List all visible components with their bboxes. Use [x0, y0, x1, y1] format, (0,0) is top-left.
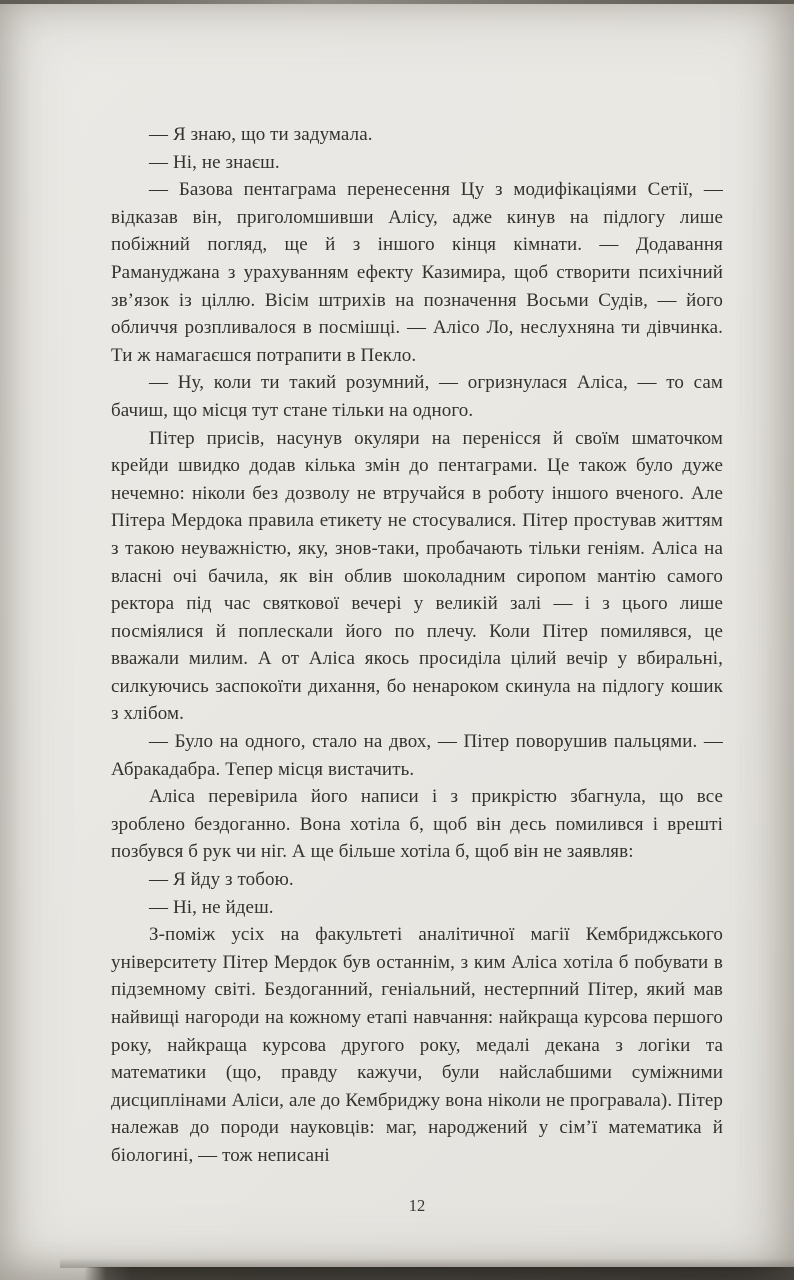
- paragraph-3: — Базова пентаграма перенесення Цу з модифікаціями Сетії, — відказав він, приголомшивши Алісу, адже кинув на підлогу лише побіжний погляд, ще й з іншого кінця кімнати. — Додавання Рамануджана з урахуванням ефекту Казимира, щоб створити психічний зв’язок із ціллю. Вісім штрихів на позначення Восьми Судів, — його обличчя розпливалося в посмішці. — Алісо Ло, неслухняна ти дівчинка. Ти ж намагаєшся потрапити в Пекло.: [111, 179, 723, 366]
- page-number: 12: [408, 1196, 426, 1215]
- paragraph-1: — Я знаю, що ти задумала.: [149, 124, 373, 145]
- paragraph-9: — Ні, не йдеш.: [149, 896, 274, 918]
- paragraph-2: — Ні, не знаєш.: [149, 151, 280, 173]
- scan-artifact-top-edge: [0, 0, 794, 4]
- paragraph-8: — Я йду з тобою.: [149, 869, 294, 891]
- scan-artifact-bottom-edge: [84, 1267, 794, 1280]
- paragraph-4: — Ну, коли ти такий розумний, — огризнулася Аліса, — то сам бачиш, що місця тут стане тільки на одного.: [111, 372, 723, 421]
- paragraph-7: Аліса перевірила його написи і з прикрістю збагнула, що все зроблено бездоганно. Вона хотіла б, щоб він десь помилився і врешті позбувся б рук чи ніг. А ще більше хотіла б, щоб він не заявляв:: [111, 786, 723, 863]
- paragraph-6: — Було на одного, стало на двох, — Пітер поворушив пальцями. — Абракадабра. Тепер місця вистачить.: [111, 731, 723, 780]
- paragraph-10: З-поміж усіх на факультеті аналітичної магії Кембриджського університету Пітер Мердок був останнім, з ким Аліса хотіла б побувати в підземному світі. Бездоганний, геніальний, нестерпний Пітер, який мав найвищі нагороди на кожному етапі навчання: найкраща курсова першого року, найкраща курсова другого року, медалі декана з логіки та математики (що, правду кажучи, були найслабшими суміжними дисциплінами Аліси, але до Кембриджу вона ніколи не програвала). Пітер належав до породи науковців: маг, народжений у сім’ї математика й біологині, — тож неписані: [111, 924, 723, 1166]
- paragraph-5: Пітер присів, насунув окуляри на перенісся й своїм шматочком крейди швидко додав кілька змін до пентаграми. Це також було дуже нечемно: ніколи без дозволу не втручайся в роботу іншого вченого. Але Пітера Мердока правила етикету не стосувалися. Пітер простував життям з такою неуважністю, яку, знов-таки, пробачають тільки геніям. Аліса на власні очі бачила, як він облив шоколадним сиропом мантію самого ректора під час святкової вечері у великій залі — і з цього лише посміялися й поплескали його по плечу. Коли Пітер помилявся, це вважали милим. А от Аліса якось просиділа цілий вечір у вбиральні, силкуючись заспокоїти дихання, бо ненароком скинула на підлогу кошик з хлібом.: [111, 427, 723, 725]
- text-block: [111, 121, 723, 1170]
